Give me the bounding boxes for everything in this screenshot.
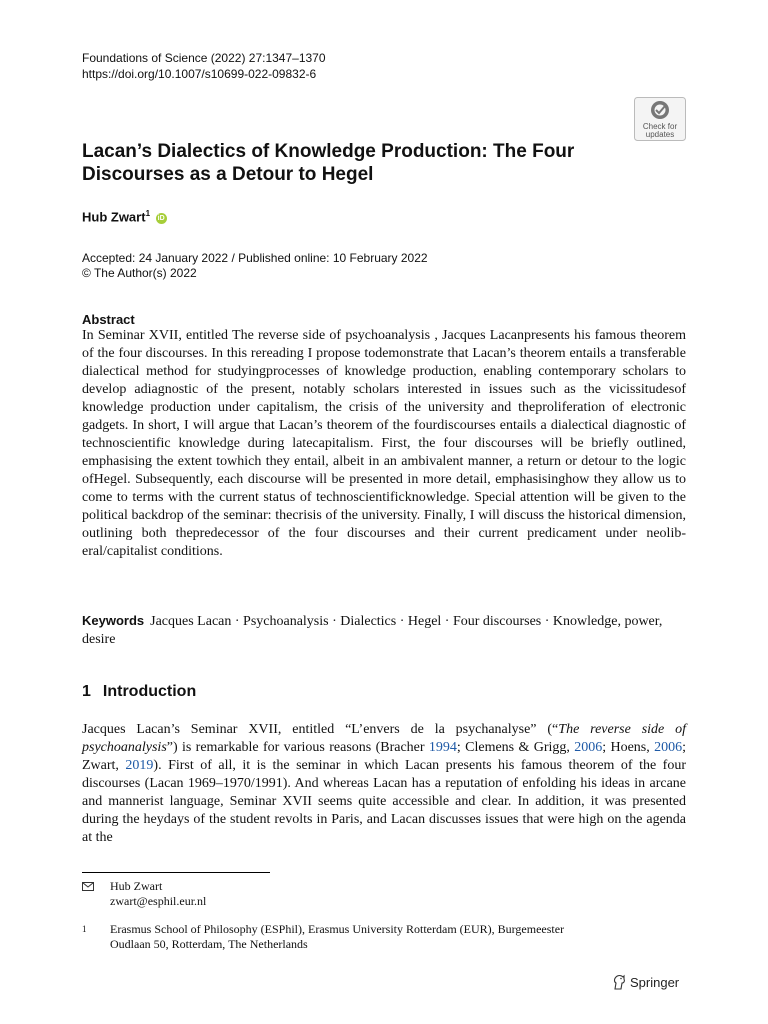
check-for-updates-icon xyxy=(634,97,686,141)
citation-link[interactable]: 2006 xyxy=(574,740,603,755)
affiliation-line2: Oudlaan 50, Rotterdam, The Netherlands xyxy=(110,937,308,951)
paper-title xyxy=(82,140,642,186)
orcid-icon[interactable]: iD xyxy=(157,215,165,223)
corresponding-author xyxy=(110,879,206,909)
citation-link[interactable]: 2006 xyxy=(654,740,683,755)
intro-text: ; Hoens, xyxy=(602,740,655,755)
accepted-published-line: Accepted: 24 January 2022 / Published online: 10 February 2022 xyxy=(82,251,428,265)
journal-citation: Foundations of Science (2022) 27:1347–1370 xyxy=(82,51,326,65)
doi-link[interactable]: https://doi.org/10.1007/s10699-022-09832-6 xyxy=(82,67,317,81)
journal-header xyxy=(82,50,326,82)
keywords-text: Jacques Lacan · Psychoanalysis · Dialectics · Hegel · Four discourses · Knowledge, power, desire xyxy=(82,614,663,647)
badge-line1: Check for xyxy=(642,122,678,131)
section-heading xyxy=(82,683,196,701)
intro-text: ). First of all, it is the seminar in which Lacan presents his famous theorem of the four discourses (Lacan 1969–1970/1991). And whereas Lacan has a reputation of enfolding his ideas in arcane and mannerist language, Seminar XVII seems quite accessible and clear. In addition, it was presented during the heydays of the student revolts in Paris, and Lacan discusses issues that were high on the agenda at the xyxy=(82,758,686,845)
keywords-label: Keywords xyxy=(82,613,145,628)
section-title: Introduction xyxy=(102,683,197,700)
footnote-divider xyxy=(82,872,270,873)
keywords-block xyxy=(82,612,686,649)
envelope-icon xyxy=(82,882,94,891)
intro-text: ; Zwart, xyxy=(82,740,686,773)
intro-text: ; Clemens & Grigg, xyxy=(456,740,575,755)
publisher-logo xyxy=(612,974,679,990)
intro-italic-title: The reverse side of psychoanalysis xyxy=(82,722,686,755)
author-name[interactable]: Hub Zwart xyxy=(82,209,146,225)
affiliation-number: 1 xyxy=(82,924,87,934)
title-line2: Discourses as a Detour to Hegel xyxy=(82,164,374,185)
citation-link[interactable]: 2019 xyxy=(125,758,154,773)
section-number: 1 xyxy=(82,683,91,700)
corresponding-name: Hub Zwart xyxy=(110,879,163,893)
intro-text: ”) is remarkable for various reasons (Bracher xyxy=(166,740,429,755)
introduction-paragraph xyxy=(82,721,686,847)
title-line1: Lacan’s Dialectics of Knowledge Production: The Four xyxy=(82,141,575,162)
affiliation-text xyxy=(110,922,564,952)
intro-text: Jacques Lacan’s Seminar XVII, entitled “L’envers de la psychanalyse” (“ xyxy=(82,722,559,737)
abstract-text: In Seminar XVII, entitled The reverse side of psychoanalysis , Jacques Lacanpresents his famous theorem of the four discourses. In this rereading I propose todemonstrate that Lacan’s theorem entails a transferable dialectical method for studyingprocesses of knowledge production, enabling contemporary scholars to develop adiagnostic of the present, notably scholars interested in issues such as the vicissitudesof knowledge production under capitalism, the crisis of the university and theproliferation of electronic gadgets. In short, I will argue that Lacan’s theorem of the fourdiscourses entails a dialectical diagnostic of technoscientific knowledge during latecapitalism. First, the four discourses will be briefly outlined, emphasising the extent towhich they entail, albeit in an ambivalent manner, a return or detour to the logic ofHegel. Subsequently, each discourse will be presented in more detail, emphasisinghow they allow us to come to terms with the current status of technoscientificknowledge. Special attention will be given to the political backdrop of the seminar: thecrisis of the university. Finally, I will discuss the historical dimension, outlining both thepredecessor of the four discourses and their current predicament under neoliberal/capitalist conditions. xyxy=(82,328,686,559)
copyright-line: © The Author(s) 2022 xyxy=(82,266,197,280)
abstract-heading: Abstract xyxy=(82,312,135,327)
publisher-name: Springer xyxy=(630,975,680,990)
check-for-updates-badge[interactable] xyxy=(634,97,686,141)
affiliation-line1: Erasmus School of Philosophy (ESPhil), Erasmus University Rotterdam (EUR), Burgemeester xyxy=(110,922,565,936)
citation-link[interactable]: 1994 xyxy=(428,740,457,755)
affiliation-mark: 1 xyxy=(145,209,151,218)
springer-horse-icon xyxy=(612,974,626,990)
badge-line2: updates xyxy=(645,130,675,139)
publication-dates xyxy=(82,251,428,281)
author-line xyxy=(82,209,167,224)
corresponding-email[interactable]: zwart@esphil.eur.nl xyxy=(110,894,207,908)
